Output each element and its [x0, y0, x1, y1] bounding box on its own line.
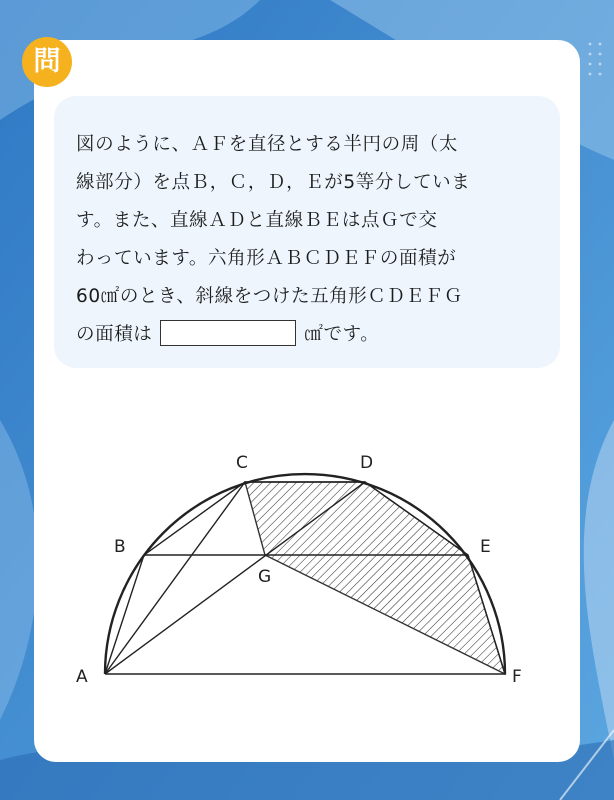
question-line-6-prefix: の面積は	[76, 324, 153, 345]
question-line-6	[76, 322, 379, 348]
point-label-f: F	[512, 667, 522, 687]
question-line-6-suffix: ㎠です。	[304, 324, 380, 345]
point-label-g: G	[258, 567, 272, 587]
answer-blank[interactable]	[160, 320, 296, 346]
point-label-a: A	[76, 667, 88, 687]
point-label-c: C	[236, 453, 248, 473]
question-line-4: わっています。六角形ＡＢＣＤＥＦの面積が	[76, 248, 457, 269]
semicircle-figure	[60, 430, 560, 710]
segment-ac	[105, 482, 245, 674]
question-line-3: す。また、直線ＡＤと直線ＢＥは点Ｇで交	[76, 210, 438, 231]
question-badge: 問	[22, 37, 72, 87]
question-line-5: 60㎠のとき、斜線をつけた五角形ＣＤＥＦＧ	[76, 286, 463, 307]
question-line-2: 線部分）を点Ｂ，Ｃ，Ｄ，Ｅが5等分していま	[76, 172, 471, 193]
point-label-b: B	[114, 537, 126, 557]
question-text-box	[54, 96, 560, 368]
shaded-pentagon-cdefg	[245, 482, 505, 674]
point-label-e: E	[480, 537, 491, 557]
question-line-1: 図のように、ＡＦを直径とする半円の周（太	[76, 134, 459, 155]
point-label-d: D	[360, 453, 374, 473]
